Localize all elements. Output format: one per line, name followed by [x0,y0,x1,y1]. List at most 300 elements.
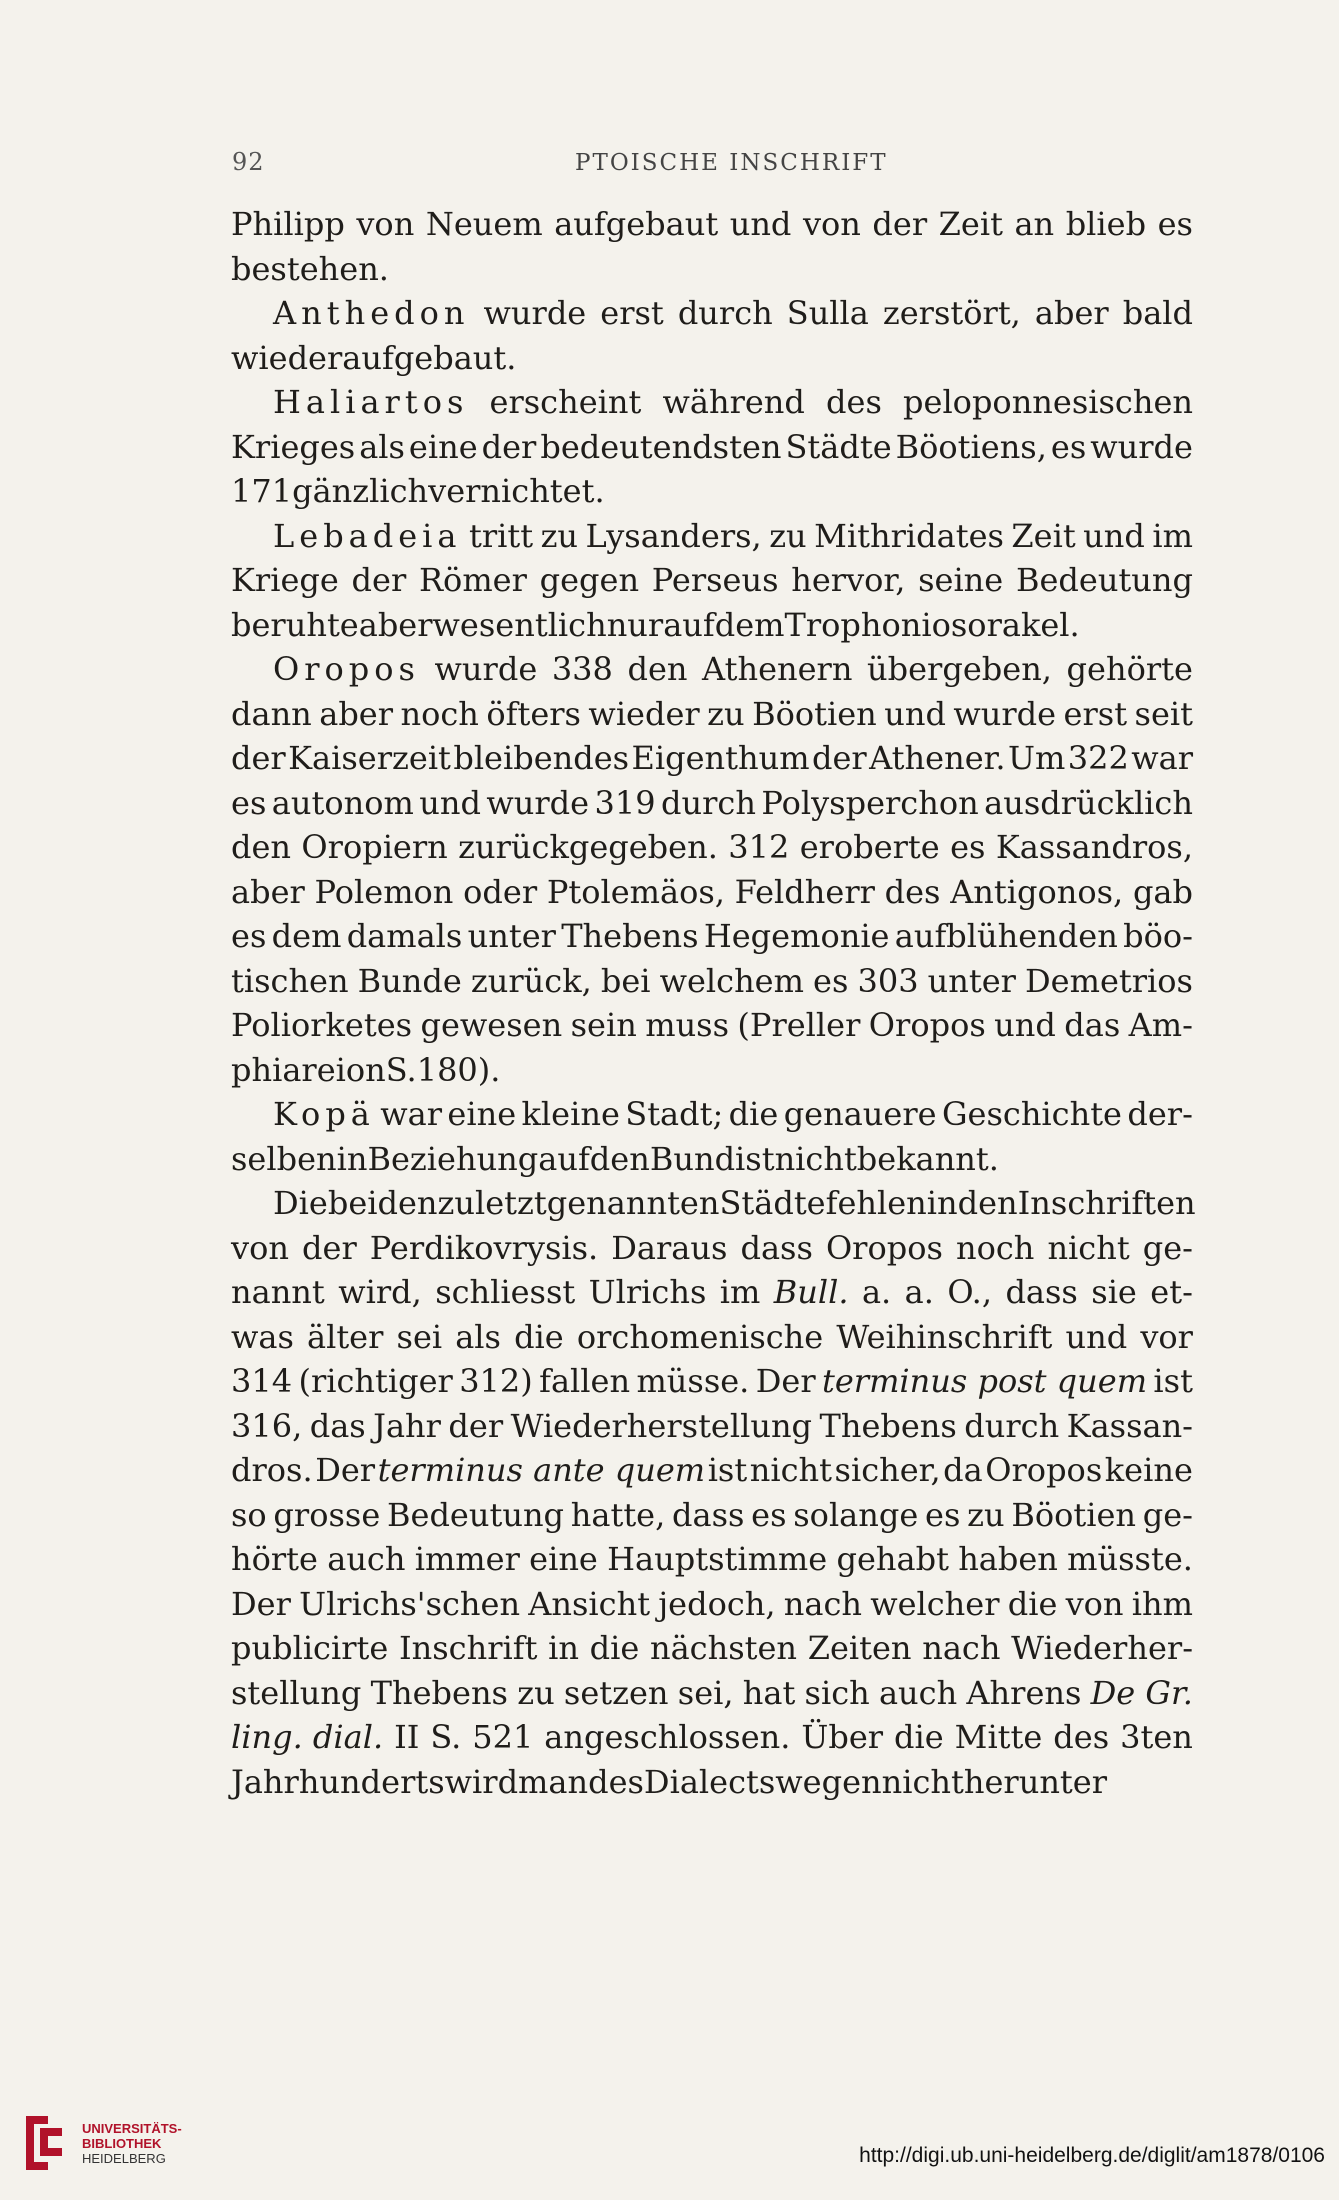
word: Thebens [370,1673,508,1712]
word: Jahr [373,1406,441,1445]
word: 314 [231,1362,293,1400]
text-line [231,1226,1193,1271]
word: II [394,1718,420,1756]
word: a. [861,1273,892,1311]
word: Philipp [231,205,345,243]
word: wurde [1090,427,1193,466]
text-line [231,736,1193,781]
word: Hegemonie [703,917,890,955]
word: die [728,1095,779,1133]
word: wurde [953,694,1057,733]
word: aufgebaut. [342,338,517,377]
word: Oropos [825,1228,943,1267]
word: sich [804,1673,870,1712]
word: nannt [231,1273,325,1311]
library-name [82,2121,182,2166]
word: Der [315,1451,376,1489]
word: wurde [486,783,590,822]
word: aufgebaut [554,205,719,243]
text-line [231,247,1193,292]
word: muss [645,1006,730,1044]
word: von [356,205,415,243]
text-line [231,647,1193,692]
body-text [231,202,1196,1804]
word: 312) [459,1362,533,1400]
word: vernichtet. [428,472,605,510]
word: schliesst [435,1273,576,1311]
text-line [231,469,1193,514]
word: Böotiens, [895,427,1047,466]
word: jedoch, [658,1584,776,1623]
text-line [231,1671,1193,1716]
word: beiden [327,1184,438,1222]
word: der [481,427,537,466]
word: Krieges [231,427,356,466]
word: unter [467,917,556,955]
word: Römer [418,561,527,599]
library-name-line3: HEIDELBERG [82,2150,166,2166]
word: nicht [774,1139,857,1178]
word: öfters [486,694,581,733]
word: Kaiserzeit [288,739,451,777]
word: hervor, [791,561,906,599]
word: setzen [563,1673,669,1712]
text-line [231,1270,1193,1315]
word: von [1065,1584,1124,1623]
word: S. [385,1050,417,1089]
word: Mithridates [814,516,1004,555]
word: S. [430,1718,462,1756]
word: 319 [594,783,656,822]
word: wieder [588,694,700,733]
page-number: 92 [232,148,265,176]
word: gab [1132,872,1193,911]
word: sein [570,1006,637,1044]
word: der- [1127,1095,1193,1133]
text-line [231,1715,1193,1760]
word: wird, [338,1273,422,1311]
word: durch [661,783,756,822]
word: bald [1122,294,1193,332]
word: Städte [785,427,892,466]
word: Zeiten [807,1629,912,1667]
word: fallen [539,1362,631,1400]
word: gewesen [420,1006,563,1044]
word: Mitte [954,1718,1043,1756]
word: a. [904,1273,934,1311]
word: gehabt [836,1540,949,1578]
word: Inschriften [1017,1184,1196,1222]
word: 171 [231,472,293,510]
text-line [231,1137,1193,1182]
word: Antigonos, [950,872,1124,911]
word: im [719,1273,761,1311]
word: Hauptstimme [607,1540,828,1578]
word: tischen [231,961,349,1000]
word: Ulrichs'schen [299,1584,521,1623]
word: Bedeutung [1015,561,1193,599]
word: sie [1091,1273,1137,1311]
italic-term: ling. dial. [231,1718,384,1756]
word: gänzlich [292,472,429,510]
word: nach [783,1584,862,1623]
word: welcher [870,1584,1000,1623]
word: Thebens [561,917,699,955]
word: oder [463,872,538,911]
word: bleibendes [453,739,630,777]
word: Geschichte [941,1095,1122,1133]
word: bestehen. [231,249,389,288]
text-line [231,1359,1193,1404]
word: seit [1134,694,1193,733]
word: nicht [881,1762,964,1801]
word: et- [1150,1273,1193,1311]
word: nach [922,1629,1001,1667]
word: Um [1008,739,1066,777]
word: hörte [231,1540,318,1578]
word: Trophoniosorakel. [784,605,1080,644]
library-logo [20,2112,182,2174]
word: da [943,1451,983,1489]
word: Bedeutung [386,1495,565,1534]
word: Daraus [611,1228,728,1267]
text-line [231,1448,1193,1493]
text-line [231,870,1193,915]
word: bekannt. [856,1139,999,1178]
text-line [231,425,1193,470]
word: fehlen [825,1184,927,1222]
word: Kassandros, [995,828,1193,866]
word: der [448,1406,504,1445]
word: böo- [1123,917,1193,955]
word: wegen [775,1762,882,1801]
word: zu [540,516,579,555]
word: Thebens [819,1406,957,1445]
word: das [1064,1006,1121,1044]
word: kleine [521,1095,620,1133]
word: Ahrens [966,1673,1082,1712]
word: ge- [1142,1228,1193,1267]
word: Oropos [985,1451,1103,1489]
word: gegen [539,561,640,599]
word: eine [408,427,478,466]
text-line [231,1582,1193,1627]
word: 322 [1067,739,1129,777]
word: so [231,1495,267,1534]
word: bedeutendsten [540,427,782,466]
word: zerstört, [882,294,1021,332]
word: (richtiger [298,1362,453,1400]
text-line [231,603,1193,648]
word: angeschlossen. [544,1718,791,1756]
word: Über [801,1718,884,1756]
word: auf [538,1139,590,1178]
word: beruhte [231,605,359,644]
text-line [231,1626,1193,1671]
word: zu [517,1673,555,1712]
word: erst [600,294,664,332]
word: Ptolemäos, [546,872,725,911]
word: dem [271,917,342,955]
word: Polemon [314,872,454,911]
word: haben [958,1540,1058,1578]
word: den [231,828,292,866]
word: Der [755,1362,816,1400]
word: zu [967,1495,1005,1534]
word: herunter [963,1762,1108,1801]
word: Jahrhunderts [231,1762,445,1801]
word: durch [677,294,773,332]
word: Der [231,1584,291,1623]
text-line [231,291,1193,336]
word: erst [1063,694,1128,733]
text-line [231,914,1193,959]
word: der [351,561,407,599]
word: Kriege [231,561,339,599]
word: die [514,1317,564,1356]
word: nicht [749,1451,832,1489]
word: aber [1034,294,1109,332]
word: müsste. [1067,1540,1193,1578]
word: genauere [783,1095,937,1133]
word: ist [707,1451,748,1489]
word: es [1050,427,1087,466]
word: wurde [483,294,587,332]
word: und [729,205,792,243]
text-line [231,1003,1193,1048]
word: vor [1140,1317,1193,1356]
word: den [589,1139,650,1178]
word: sei, [677,1673,734,1712]
word: wesentlich [432,605,607,644]
word: Böotien [752,694,877,733]
word: dass [740,1228,813,1267]
word: der [231,739,286,777]
word: als [455,1317,501,1356]
word: den [957,1184,1018,1222]
word: wieder [231,338,343,377]
word: Die [273,1184,328,1222]
word: während [662,383,805,421]
word: der [811,739,867,777]
word: tritt [468,516,534,555]
word: Böotien [1011,1495,1136,1534]
text-line [231,558,1193,603]
word: es [231,783,267,822]
spaced-place-name: Kopä [273,1095,375,1133]
source-url[interactable]: http://digi.ub.uni-heidelberg.de/diglit/am1878/0106 [859,2144,1325,2167]
word: Wiederherstellung [510,1406,813,1445]
word: hat [742,1673,796,1712]
word: solange [793,1495,919,1534]
word: den [627,650,688,688]
word: Eigenthum [631,739,810,777]
word: war [380,1095,443,1133]
text-line [231,1404,1193,1449]
spaced-place-name: Oropos [273,650,420,688]
word: Perdikovrysis. [369,1228,599,1267]
word: auch [327,1540,406,1578]
word: 3ten [1120,1718,1193,1756]
word: durch [964,1406,1060,1445]
word: die [894,1718,944,1756]
word: gehörte [1066,650,1193,688]
word: war [1131,739,1193,777]
word: Perseus [651,561,779,599]
word: die [1007,1584,1058,1623]
word: keine [1104,1451,1193,1489]
text-line [231,781,1193,826]
word: Athenern [702,650,853,688]
word: eine [447,1095,517,1133]
word: 303 [857,961,919,1000]
word: der [302,1228,357,1267]
word: (Preller [737,1006,861,1044]
word: stellung [231,1673,362,1712]
word: und [419,783,481,822]
word: ist [1153,1362,1193,1400]
text-line [231,336,1193,381]
word: in [548,1629,579,1667]
word: und [884,694,946,733]
word: Am- [1128,1006,1193,1044]
word: es [950,828,986,866]
word: autonom [271,783,414,822]
word: man [518,1762,589,1801]
text-line [231,1315,1193,1360]
word: älter [307,1317,384,1356]
word: Inschrift [398,1629,538,1667]
word: im [1152,516,1193,555]
italic-term: Bull. [773,1273,849,1311]
word: Wiederher- [1011,1629,1193,1667]
word: an [1014,205,1055,243]
word: ist [735,1139,775,1178]
text-line [231,202,1193,247]
word: dem [714,605,785,644]
word: auf [663,605,715,644]
spaced-place-name: Lebadeia [273,516,462,555]
word: immer [414,1540,520,1578]
text-line [231,825,1193,870]
word: es [751,1495,787,1534]
word: 316, [231,1406,303,1445]
text-line [231,1092,1193,1137]
library-name-line1: UNIVERSITÄTS- [82,2120,182,2136]
library-name-line2: BIBLIOTHEK [82,2135,162,2151]
word: nächsten [649,1629,798,1667]
word: ausdrücklich [984,783,1193,822]
word: auch [878,1673,958,1712]
word: zu [769,516,807,555]
text-line [231,692,1193,737]
word: Oropos [868,1006,986,1044]
word: Kassan- [1066,1406,1193,1445]
word: wird [444,1762,519,1801]
word: Oropiern [301,828,448,866]
word: seine [918,561,1004,599]
word: dass [672,1495,745,1534]
word: unter [927,961,1016,1000]
word: Ulrichs [588,1273,707,1311]
word: Städte [719,1184,826,1222]
word: Lysanders, [585,516,762,555]
word: zu [707,694,745,733]
word: noch [400,694,479,733]
word: 180). [416,1050,501,1089]
word: es [1157,205,1193,243]
word: Weihinschrift [836,1317,1053,1356]
word: Demetrios [1025,961,1193,1000]
word: des [588,1762,644,1801]
word: hatte, [570,1495,666,1534]
word: wurde [434,650,538,688]
word: damals [346,917,463,955]
word: Athener. [869,739,1006,777]
word: O., [947,1273,993,1311]
word: eroberte [799,828,940,866]
text-line [231,380,1193,425]
word: der [872,205,928,243]
word: es [231,917,267,955]
word: und [1065,1317,1128,1356]
word: und [994,1006,1056,1044]
word: blieb [1065,205,1147,243]
text-line [231,1181,1196,1226]
word: aufblühenden [894,917,1118,955]
italic-term: terminus post quem [821,1362,1148,1400]
word: es [813,961,849,1000]
word: des [826,383,882,421]
word: 521 [472,1718,534,1756]
text-line [231,1493,1193,1538]
word: es [925,1495,961,1534]
word: was [231,1317,294,1356]
italic-term: terminus ante quem [377,1451,706,1489]
word: die [589,1629,640,1667]
word: Bund [649,1139,736,1178]
word: Polysperchon [761,783,979,822]
word: Dialects [643,1762,776,1801]
word: zuletzt [437,1184,547,1222]
word: Neuem [425,205,543,243]
word: publicirte [231,1629,389,1667]
italic-term: De Gr. [1090,1673,1193,1712]
word: von [802,205,861,243]
word: orchomenische [576,1317,824,1356]
word: Bunde [357,961,462,1000]
word: Feldherr [734,872,875,911]
text-line [231,1537,1193,1582]
word: eine [529,1540,598,1578]
spaced-place-name: Anthedon [273,294,470,332]
word: des [1053,1718,1110,1756]
word: dann [231,694,312,733]
word: müsse. [636,1362,750,1400]
word: genannten [546,1184,720,1222]
spaced-place-name: Haliartos [273,383,469,421]
word: noch [955,1228,1035,1267]
word: Zeit [938,205,1003,243]
word: ge- [1142,1495,1193,1534]
word: 338 [551,650,613,688]
word: übergeben, [867,650,1052,688]
word: dass [1005,1273,1078,1311]
word: nicht [1047,1228,1130,1267]
word: das [309,1406,366,1445]
word: in [336,1139,368,1178]
word: in [926,1184,958,1222]
